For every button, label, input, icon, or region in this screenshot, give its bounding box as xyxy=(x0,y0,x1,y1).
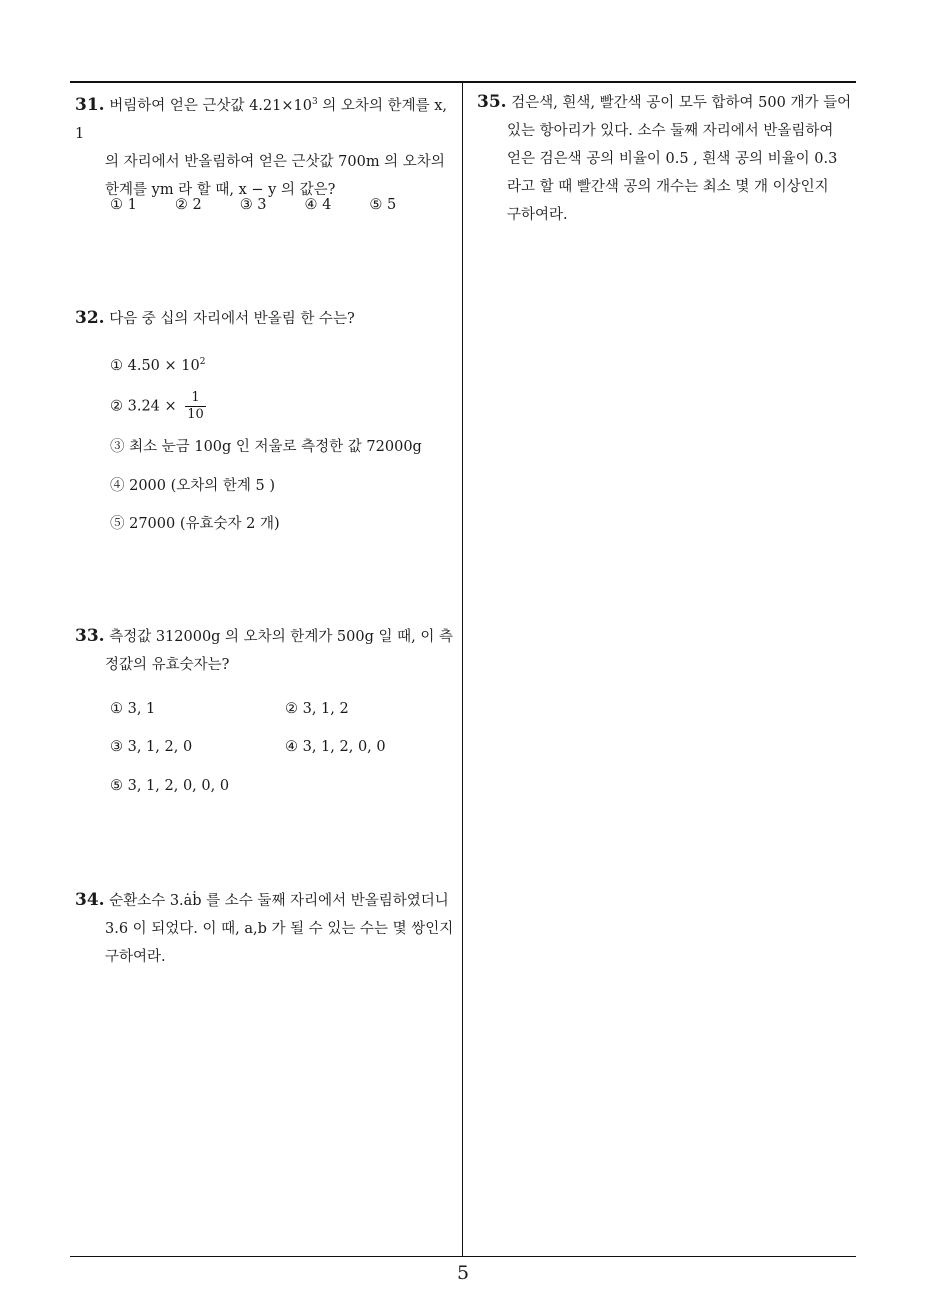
question-35-line3: 얻은 검은색 공의 비율이 0.5 , 흰색 공의 비율이 0.3 xyxy=(507,151,838,167)
question-number: 35. xyxy=(477,92,507,112)
question-31-options xyxy=(110,197,434,213)
question-31-line3: 한계를 ym 라 할 때, x − y 의 값은? xyxy=(105,181,336,198)
option-4[interactable]: ④ 4 xyxy=(304,197,332,213)
question-34-line1 xyxy=(75,886,460,915)
question-34 xyxy=(75,886,460,971)
option-5[interactable]: ⑤ 3, 1, 2, 0, 0, 0 xyxy=(110,778,230,794)
question-number: 34. xyxy=(75,890,105,910)
bottom-rule xyxy=(70,1256,856,1257)
question-number: 31. xyxy=(75,94,105,115)
question-32-text: 다음 중 십의 자리에서 반올림 한 수는? xyxy=(109,311,355,327)
question-31-text: 의 오차의 한계를 x, 1 xyxy=(75,97,447,142)
option-4[interactable]: ④ 3, 1, 2, 0, 0 xyxy=(285,739,386,755)
option-3[interactable]: ③ 최소 눈금 100g 인 저울로 측정한 값 72000g xyxy=(110,439,422,455)
top-rule xyxy=(70,81,856,83)
question-35-line2: 있는 항아리가 있다. 소수 둘째 자리에서 반올림하여 xyxy=(507,123,834,139)
question-34-text: 순환소수 3.ȧḃ 를 소수 둘째 자리에서 반올림하였더니 xyxy=(109,893,449,909)
question-34-line3: 구하여라. xyxy=(105,949,166,965)
option-5[interactable]: ⑤ 27000 (유효숫자 2 개) xyxy=(110,516,280,532)
option-1[interactable]: ① 1 xyxy=(110,197,137,213)
question-32 xyxy=(75,304,460,333)
option-4[interactable]: ④ 2000 (오차의 한계 5 ) xyxy=(110,478,276,494)
question-number: 33. xyxy=(75,626,105,646)
question-33-line1 xyxy=(75,622,460,651)
page-number: 5 xyxy=(456,1262,470,1284)
option-3[interactable]: ③ 3, 1, 2, 0 xyxy=(110,739,193,755)
fraction xyxy=(185,390,206,423)
question-33-text: 측정값 312000g 의 오차의 한계가 500g 일 때, 이 측 xyxy=(109,629,453,645)
question-35 xyxy=(477,88,862,229)
question-31-line2: 의 자리에서 반올림하여 얻은 근삿값 700m 의 오차의 xyxy=(105,153,445,170)
option-5[interactable]: ⑤ 5 xyxy=(369,197,397,213)
fraction-numerator: 1 xyxy=(185,390,206,407)
exponent: 3 xyxy=(311,97,318,107)
option-1[interactable] xyxy=(110,357,205,374)
option-2[interactable]: ② 2 xyxy=(174,197,202,213)
question-34-line2: 3.6 이 되었다. 이 때, a,b 가 될 수 있는 수는 몇 쌍인지 xyxy=(105,921,454,937)
exponent: 2 xyxy=(199,357,206,367)
question-35-line5: 구하여라. xyxy=(507,207,568,223)
question-number: 32. xyxy=(75,308,105,328)
option-2[interactable] xyxy=(110,390,206,423)
option-1[interactable]: ① 3, 1 xyxy=(110,701,156,717)
question-31 xyxy=(75,88,460,204)
option-2[interactable]: ② 3, 1, 2 xyxy=(285,701,349,717)
option-1-text: ① 4.50 × 10 xyxy=(110,357,200,374)
question-33 xyxy=(75,622,460,679)
option-3[interactable]: ③ 3 xyxy=(239,197,267,213)
option-2-text: ② 3.24 × xyxy=(110,398,177,415)
question-33-line2: 정값의 유효숫자는? xyxy=(105,657,230,673)
fraction-denominator: 10 xyxy=(187,407,204,422)
question-35-text: 검은색, 흰색, 빨간색 공이 모두 합하여 500 개가 들어 xyxy=(511,95,852,111)
question-35-line1 xyxy=(477,88,862,117)
question-31-text: 버림하여 얻은 근삿값 4.21×10 xyxy=(109,97,312,114)
question-35-line4: 라고 할 때 빨간색 공의 개수는 최소 몇 개 이상인지 xyxy=(507,179,829,195)
column-divider xyxy=(462,82,463,1257)
question-31-line1 xyxy=(75,88,460,148)
